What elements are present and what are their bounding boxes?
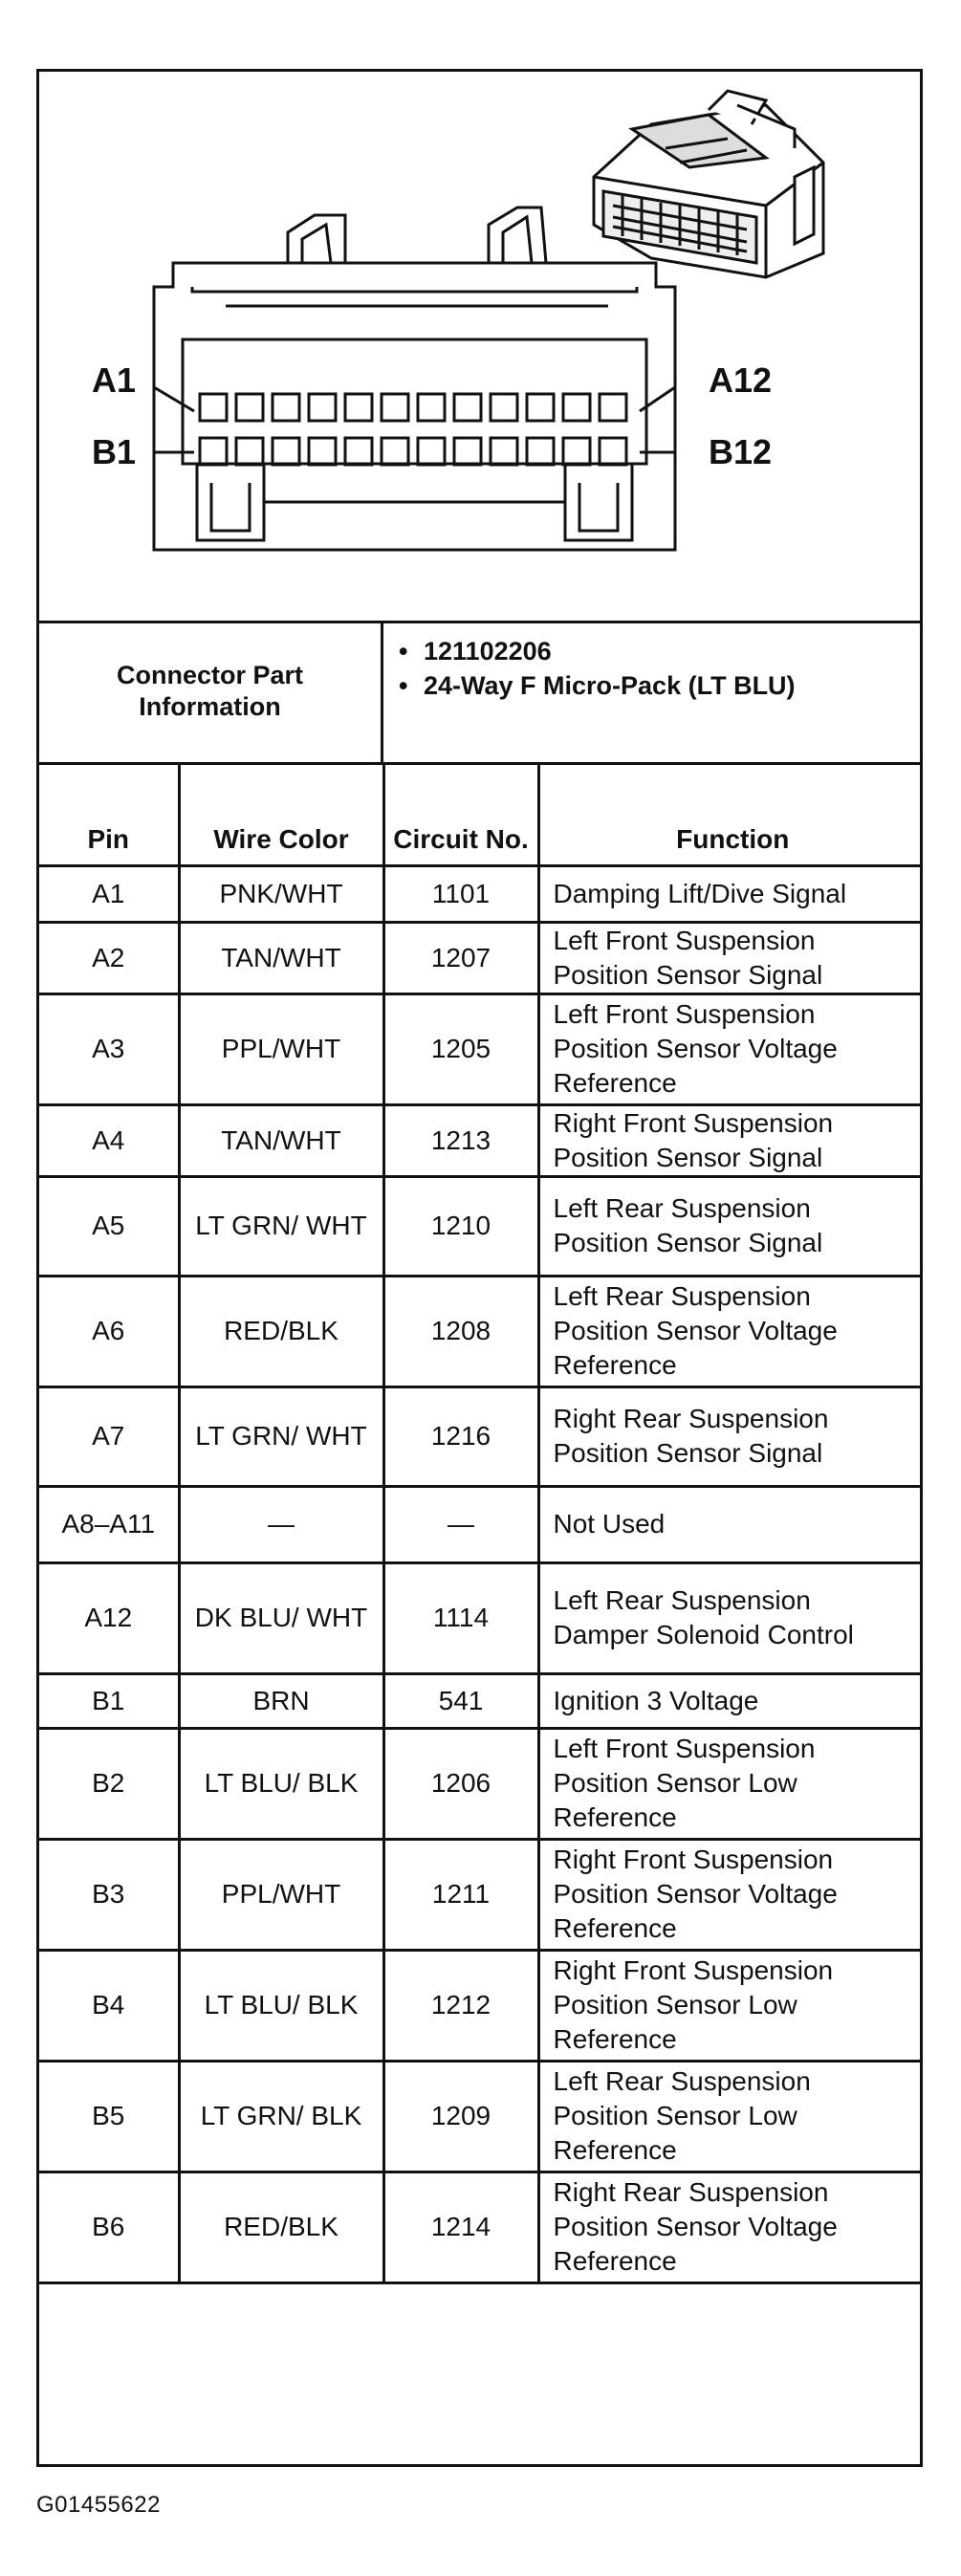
pin-cavity	[454, 394, 481, 421]
function-cell: Right Front Suspension Position Sensor Low Reference	[538, 1950, 920, 2061]
table-row	[39, 1386, 920, 1486]
table-row	[39, 1104, 920, 1176]
connector-description: • 24-Way F Micro-Pack (LT BLU)	[395, 668, 911, 703]
table-row	[39, 865, 920, 922]
wire-color-cell: TAN/WHT	[179, 1104, 383, 1176]
wire-color-cell: DK BLU/ WHT	[179, 1562, 383, 1673]
pin-cavity	[236, 438, 263, 465]
function-cell: Right Rear Suspension Position Sensor Voltage Reference	[538, 2172, 920, 2282]
circuit-cell: 1206	[383, 1728, 538, 1839]
function-cell: Left Front Suspension Position Sensor Voltage Reference	[538, 993, 920, 1104]
connector-isometric-drawing	[594, 91, 823, 277]
table-row	[39, 1562, 920, 1673]
table-row	[39, 922, 920, 993]
pin-cell: A3	[39, 993, 179, 1104]
pin-cell: B2	[39, 1728, 179, 1839]
pinout-table	[39, 762, 920, 2284]
wire-color-cell: PNK/WHT	[179, 865, 383, 922]
pin-cell: A2	[39, 922, 179, 993]
pin-label-b1: B1	[92, 432, 137, 471]
wire-color-cell: —	[179, 1486, 383, 1562]
pin-cell: B5	[39, 2061, 179, 2172]
function-cell: Not Used	[538, 1486, 920, 1562]
connector-document	[36, 69, 923, 2467]
pin-cavity	[563, 438, 590, 465]
function-cell: Damping Lift/Dive Signal	[538, 865, 920, 922]
circuit-cell: 1210	[383, 1176, 538, 1276]
pin-cavity	[309, 438, 336, 465]
connector-part-number: • 121102206	[395, 634, 911, 668]
circuit-cell: 1101	[383, 865, 538, 922]
pin-cavity	[418, 438, 445, 465]
function-cell: Right Front Suspension Position Sensor Voltage Reference	[538, 1839, 920, 1950]
header-circuit-no: Circuit No.	[383, 762, 538, 865]
pin-cavity-grid	[200, 394, 626, 465]
function-cell: Right Rear Suspension Position Sensor Signal	[538, 1386, 920, 1486]
pin-cavity	[382, 394, 408, 421]
circuit-cell: 1114	[383, 1562, 538, 1673]
pin-cavity	[563, 394, 590, 421]
pin-cavity	[491, 438, 517, 465]
wire-color-cell: LT BLU/ BLK	[179, 1728, 383, 1839]
circuit-cell: 1216	[383, 1386, 538, 1486]
pin-cell: A8–A11	[39, 1486, 179, 1562]
table-row	[39, 1276, 920, 1386]
connector-face-drawing	[39, 72, 920, 621]
table-row	[39, 2061, 920, 2172]
pin-cell: A12	[39, 1562, 179, 1673]
wire-color-cell: LT GRN/ WHT	[179, 1386, 383, 1486]
wire-color-cell: LT GRN/ WHT	[179, 1176, 383, 1276]
wire-color-cell: PPL/WHT	[179, 1839, 383, 1950]
table-row	[39, 2172, 920, 2282]
pin-cavity	[382, 438, 408, 465]
header-wire-color: Wire Color	[179, 762, 383, 865]
wire-color-cell: RED/BLK	[179, 1276, 383, 1386]
pin-cavity	[600, 394, 626, 421]
circuit-cell: 1214	[383, 2172, 538, 2282]
pin-cavity	[345, 394, 372, 421]
pin-cavity	[236, 394, 263, 421]
function-cell: Left Front Suspension Position Sensor Low Reference	[538, 1728, 920, 1839]
wire-color-cell: TAN/WHT	[179, 922, 383, 993]
header-pin: Pin	[39, 762, 179, 865]
pin-cell: A6	[39, 1276, 179, 1386]
connector-info-label	[39, 621, 383, 762]
table-row	[39, 1176, 920, 1276]
pin-cavity	[600, 438, 626, 465]
connector-part-information	[39, 621, 920, 765]
connector-info-details	[395, 634, 911, 703]
function-cell: Left Rear Suspension Damper Solenoid Control	[538, 1562, 920, 1673]
table-row	[39, 1486, 920, 1562]
figure-id: G01455622	[36, 2492, 161, 2518]
connector-info-label-text: Connector Part Information	[116, 661, 304, 721]
table-row	[39, 1839, 920, 1950]
circuit-cell: 1212	[383, 1950, 538, 2061]
pin-label-a1: A1	[92, 360, 137, 400]
wire-color-cell: BRN	[179, 1673, 383, 1728]
table-row	[39, 993, 920, 1104]
pin-cell: B6	[39, 2172, 179, 2282]
wire-color-cell: RED/BLK	[179, 2172, 383, 2282]
function-cell: Left Rear Suspension Position Sensor Signal	[538, 1176, 920, 1276]
wire-color-cell: LT GRN/ BLK	[179, 2061, 383, 2172]
pin-cell: B3	[39, 1839, 179, 1950]
pin-cell: A1	[39, 865, 179, 922]
circuit-cell: 541	[383, 1673, 538, 1728]
table-row	[39, 1950, 920, 2061]
header-function: Function	[538, 762, 920, 865]
pin-cell: A7	[39, 1386, 179, 1486]
pin-cavity	[309, 394, 336, 421]
table-row	[39, 1728, 920, 1839]
circuit-cell: 1211	[383, 1839, 538, 1950]
pin-cavity	[345, 438, 372, 465]
circuit-cell: —	[383, 1486, 538, 1562]
circuit-cell: 1208	[383, 1276, 538, 1386]
function-cell: Left Rear Suspension Position Sensor Voltage Reference	[538, 1276, 920, 1386]
connector-diagram	[39, 72, 920, 623]
table-row	[39, 1673, 920, 1728]
circuit-cell: 1213	[383, 1104, 538, 1176]
function-cell: Ignition 3 Voltage	[538, 1673, 920, 1728]
function-cell: Right Front Suspension Position Sensor Signal	[538, 1104, 920, 1176]
wire-color-cell: PPL/WHT	[179, 993, 383, 1104]
pin-cell: A4	[39, 1104, 179, 1176]
pin-cavity	[418, 394, 445, 421]
pin-cavity	[527, 438, 554, 465]
wire-color-cell: LT BLU/ BLK	[179, 1950, 383, 2061]
circuit-cell: 1205	[383, 993, 538, 1104]
pin-label-a12: A12	[709, 360, 773, 400]
pin-cavity	[200, 394, 227, 421]
function-cell: Left Rear Suspension Position Sensor Low Reference	[538, 2061, 920, 2172]
pin-cavity	[273, 438, 299, 465]
pin-cavity	[491, 394, 517, 421]
pin-cavity	[273, 394, 299, 421]
pin-cell: B4	[39, 1950, 179, 2061]
circuit-cell: 1207	[383, 922, 538, 993]
pin-cell: A5	[39, 1176, 179, 1276]
circuit-cell: 1209	[383, 2061, 538, 2172]
pin-cavity	[200, 438, 227, 465]
function-cell: Left Front Suspension Position Sensor Signal	[538, 922, 920, 993]
pin-label-b12: B12	[709, 432, 773, 471]
pin-cell: B1	[39, 1673, 179, 1728]
pin-cavity	[454, 438, 481, 465]
pin-cavity	[527, 394, 554, 421]
